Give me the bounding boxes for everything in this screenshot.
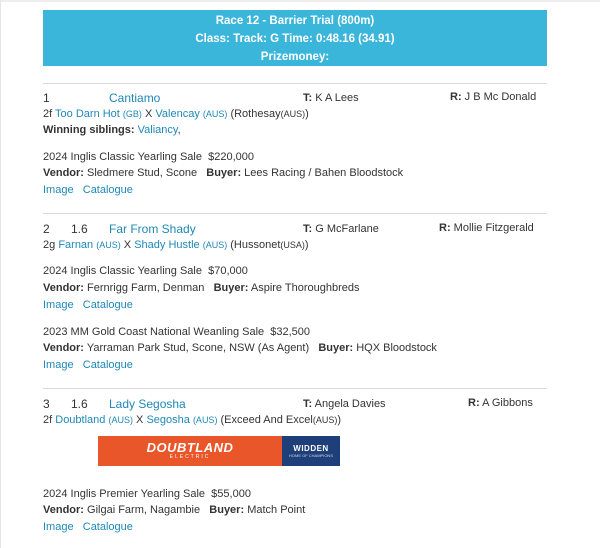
race-prizemoney: Prizemoney:	[260, 51, 330, 63]
entry-place: 2	[43, 222, 50, 236]
damsire-close: )	[305, 108, 309, 120]
trainer-label: T:	[303, 223, 313, 235]
race-header	[43, 10, 547, 66]
rider	[450, 91, 536, 103]
trainer-label: T:	[303, 92, 313, 104]
sibling-link[interactable]: Valiancy	[137, 124, 178, 136]
top-border	[0, 0, 600, 2]
sex-age: 2g	[43, 239, 56, 251]
dam-country: (AUS)	[202, 109, 228, 119]
brand-subtitle: ELECTRIC	[169, 454, 211, 460]
dam-link[interactable]: Shady Hustle	[134, 239, 200, 251]
sale-links	[43, 184, 133, 196]
entry-margin: 1.6	[71, 397, 88, 411]
sale-line	[43, 488, 251, 500]
damsire: (Exceed And Excel	[220, 414, 313, 426]
pedigree-line	[43, 414, 341, 426]
pedigree-line	[43, 239, 309, 251]
widden-logo	[282, 436, 340, 466]
damsire: (Hussonet	[230, 239, 281, 251]
image-link[interactable]: Image	[43, 359, 74, 371]
brand-name: DOUBTLAND	[146, 440, 234, 455]
rider-name: A Gibbons	[482, 397, 533, 409]
dam-link[interactable]: Segosha	[146, 414, 190, 426]
race-title: Race 12 - Barrier Trial (800m)	[215, 15, 375, 27]
trainer	[303, 223, 379, 235]
horse-name-link[interactable]: Far From Shady	[109, 222, 196, 236]
sire-link[interactable]: Farnan	[58, 239, 94, 251]
sale-line	[43, 265, 248, 277]
buyer-name: HQX Bloodstock	[356, 342, 437, 354]
buyer-name: Match Point	[247, 504, 306, 516]
rider-label: R:	[450, 91, 462, 103]
sale-links	[43, 299, 133, 311]
vendor-label: Vendor:	[43, 342, 84, 354]
damsire: (Rothesay	[230, 108, 281, 120]
trainer-label: T:	[303, 398, 313, 410]
sale-price: $220,000	[208, 151, 255, 163]
entry-separator	[43, 388, 547, 389]
sale-links	[43, 521, 133, 533]
buyer-label: Buyer:	[213, 282, 249, 294]
entry-place: 1	[43, 91, 50, 105]
vendor-label: Vendor:	[43, 504, 84, 516]
damsire-country: (AUS)	[280, 109, 306, 119]
sex-age: 2f	[43, 108, 53, 120]
buyer-label: Buyer:	[318, 342, 354, 354]
vendor-label: Vendor:	[43, 282, 84, 294]
buyer-label: Buyer:	[209, 504, 245, 516]
vendor-name: Fernrigg Farm, Denman	[87, 282, 205, 294]
catalogue-link[interactable]: Catalogue	[82, 299, 133, 311]
cross-x: X	[136, 414, 144, 426]
sire-country: (GB)	[122, 109, 142, 119]
stud-name: WIDDEN	[293, 444, 329, 453]
trainer-name: Angela Davies	[314, 398, 386, 410]
sale-line	[43, 326, 310, 338]
cross-x: X	[144, 108, 153, 120]
entry-separator	[43, 213, 547, 214]
vendor-label: Vendor:	[43, 167, 84, 179]
vendor-buyer-line	[43, 167, 403, 179]
sale-name: 2024 Inglis Premier Yearling Sale	[43, 488, 206, 500]
sire-link[interactable]: Too Darn Hot	[55, 108, 120, 120]
pedigree-line	[43, 108, 309, 120]
vendor-buyer-line	[43, 342, 437, 354]
catalogue-link[interactable]: Catalogue	[82, 184, 133, 196]
dam-country: (AUS)	[202, 240, 228, 250]
sire-country: (AUS)	[96, 240, 121, 250]
dam-link[interactable]: Valencay	[155, 108, 200, 120]
stud-subtitle: HOME OF CHAMPIONS	[288, 453, 333, 458]
sire-country: (AUS)	[108, 415, 133, 425]
sex-age: 2f	[43, 414, 53, 426]
horse-name-link[interactable]: Cantiamo	[109, 91, 161, 105]
sale-name: 2023 MM Gold Coast National Weanling Sale	[43, 326, 265, 338]
vendor-name: Yarraman Park Stud, Scone, NSW (As Agent)	[86, 342, 310, 354]
buyer-label: Buyer:	[206, 167, 242, 179]
sale-price: $55,000	[211, 488, 251, 500]
catalogue-link[interactable]: Catalogue	[82, 359, 133, 371]
rider-label: R:	[468, 397, 480, 409]
sale-name: 2024 Inglis Classic Yearling Sale	[43, 265, 202, 277]
damsire-country: (USA)	[280, 240, 305, 250]
vendor-name: Sledmere Stud, Scone	[87, 167, 198, 179]
stallion-advertisement-banner[interactable]	[98, 436, 340, 466]
damsire-country: (AUS)	[312, 415, 338, 425]
siblings-tail: ,	[177, 124, 181, 136]
dam-country: (AUS)	[192, 415, 218, 425]
vendor-buyer-line	[43, 282, 360, 294]
rider	[439, 222, 534, 234]
damsire-close: )	[337, 414, 342, 426]
sale-name: 2024 Inglis Classic Yearling Sale	[43, 151, 202, 163]
trainer	[303, 92, 359, 104]
left-border	[0, 0, 1, 548]
vendor-name: Gilgai Farm, Nagambie	[87, 504, 201, 516]
rider-name: J B Mc Donald	[464, 91, 537, 103]
trainer-name: K A Lees	[315, 92, 359, 104]
trainer-name: G McFarlane	[315, 223, 379, 235]
sale-line	[43, 151, 254, 163]
image-link[interactable]: Image	[43, 521, 74, 533]
doubtland-logo	[98, 436, 282, 466]
sale-links	[43, 359, 133, 371]
entry-separator	[43, 83, 547, 84]
cross-x: X	[123, 239, 132, 251]
siblings-label: Winning siblings:	[43, 124, 135, 136]
vendor-buyer-line	[43, 504, 305, 516]
winning-siblings	[43, 124, 181, 136]
rider-name: Mollie Fitzgerald	[453, 222, 534, 234]
rider-label: R:	[439, 222, 451, 234]
sale-price: $32,500	[270, 326, 311, 338]
buyer-name: Aspire Thoroughbreds	[250, 282, 360, 294]
trainer	[303, 398, 386, 410]
sale-price: $70,000	[208, 265, 248, 277]
buyer-name: Lees Racing / Bahen Bloodstock	[244, 167, 404, 179]
image-link[interactable]: Image	[43, 184, 74, 196]
entry-margin: 1.6	[71, 222, 88, 236]
damsire-close: )	[304, 239, 309, 251]
horse-name-link[interactable]: Lady Segosha	[109, 397, 186, 411]
entry-place: 3	[43, 397, 50, 411]
race-class-track-time: Class: Track: G Time: 0:48.16 (34.91)	[195, 33, 395, 45]
image-link[interactable]: Image	[43, 299, 74, 311]
catalogue-link[interactable]: Catalogue	[82, 521, 133, 533]
rider	[468, 397, 533, 409]
sire-link[interactable]: Doubtland	[55, 414, 106, 426]
